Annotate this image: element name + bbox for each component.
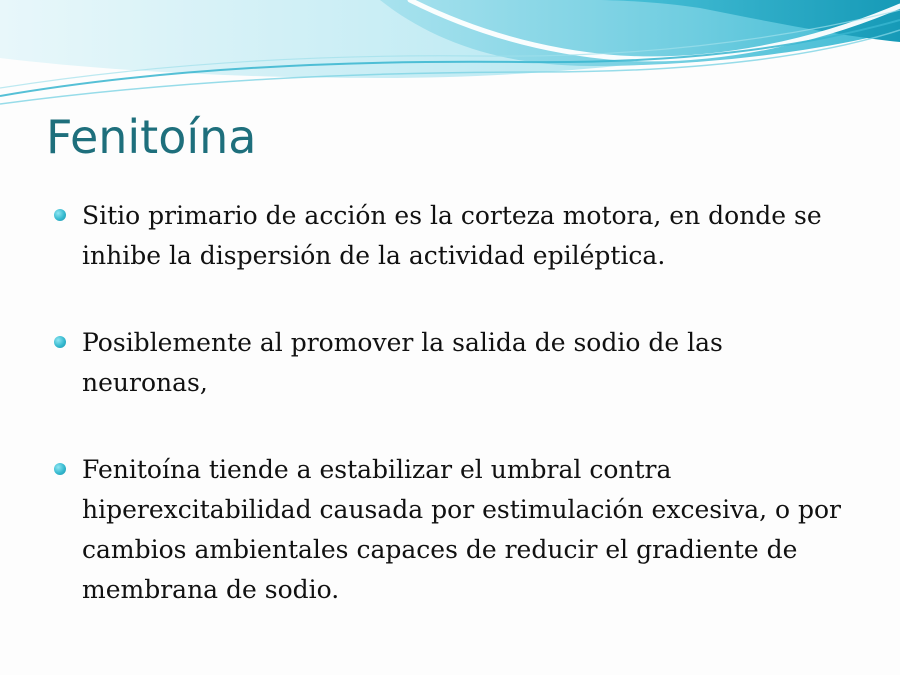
- slide-title: Fenitoína: [46, 110, 257, 164]
- decorative-wave-header: [0, 0, 900, 110]
- bullet-text: Fenitoína tiende a estabilizar el umbral contra hiperexcitabilidad causada por estimulación excesiva, o por cambios ambientales capaces de reducir el gradiente de membrana de sodio.: [82, 455, 841, 604]
- bullet-dot-icon: [54, 209, 66, 221]
- bullet-dot-icon: [54, 336, 66, 348]
- bullet-text: Sitio primario de acción es la corteza motora, en donde se inhibe la dispersión de la actividad epiléptica.: [82, 201, 822, 270]
- bullet-dot-icon: [54, 463, 66, 475]
- bullet-item: [54, 450, 854, 610]
- bullet-text: Posiblemente al promover la salida de sodio de las neuronas,: [82, 328, 723, 397]
- bullet-item: [54, 323, 854, 403]
- bullet-item: [54, 196, 854, 276]
- bullet-list: [54, 196, 854, 610]
